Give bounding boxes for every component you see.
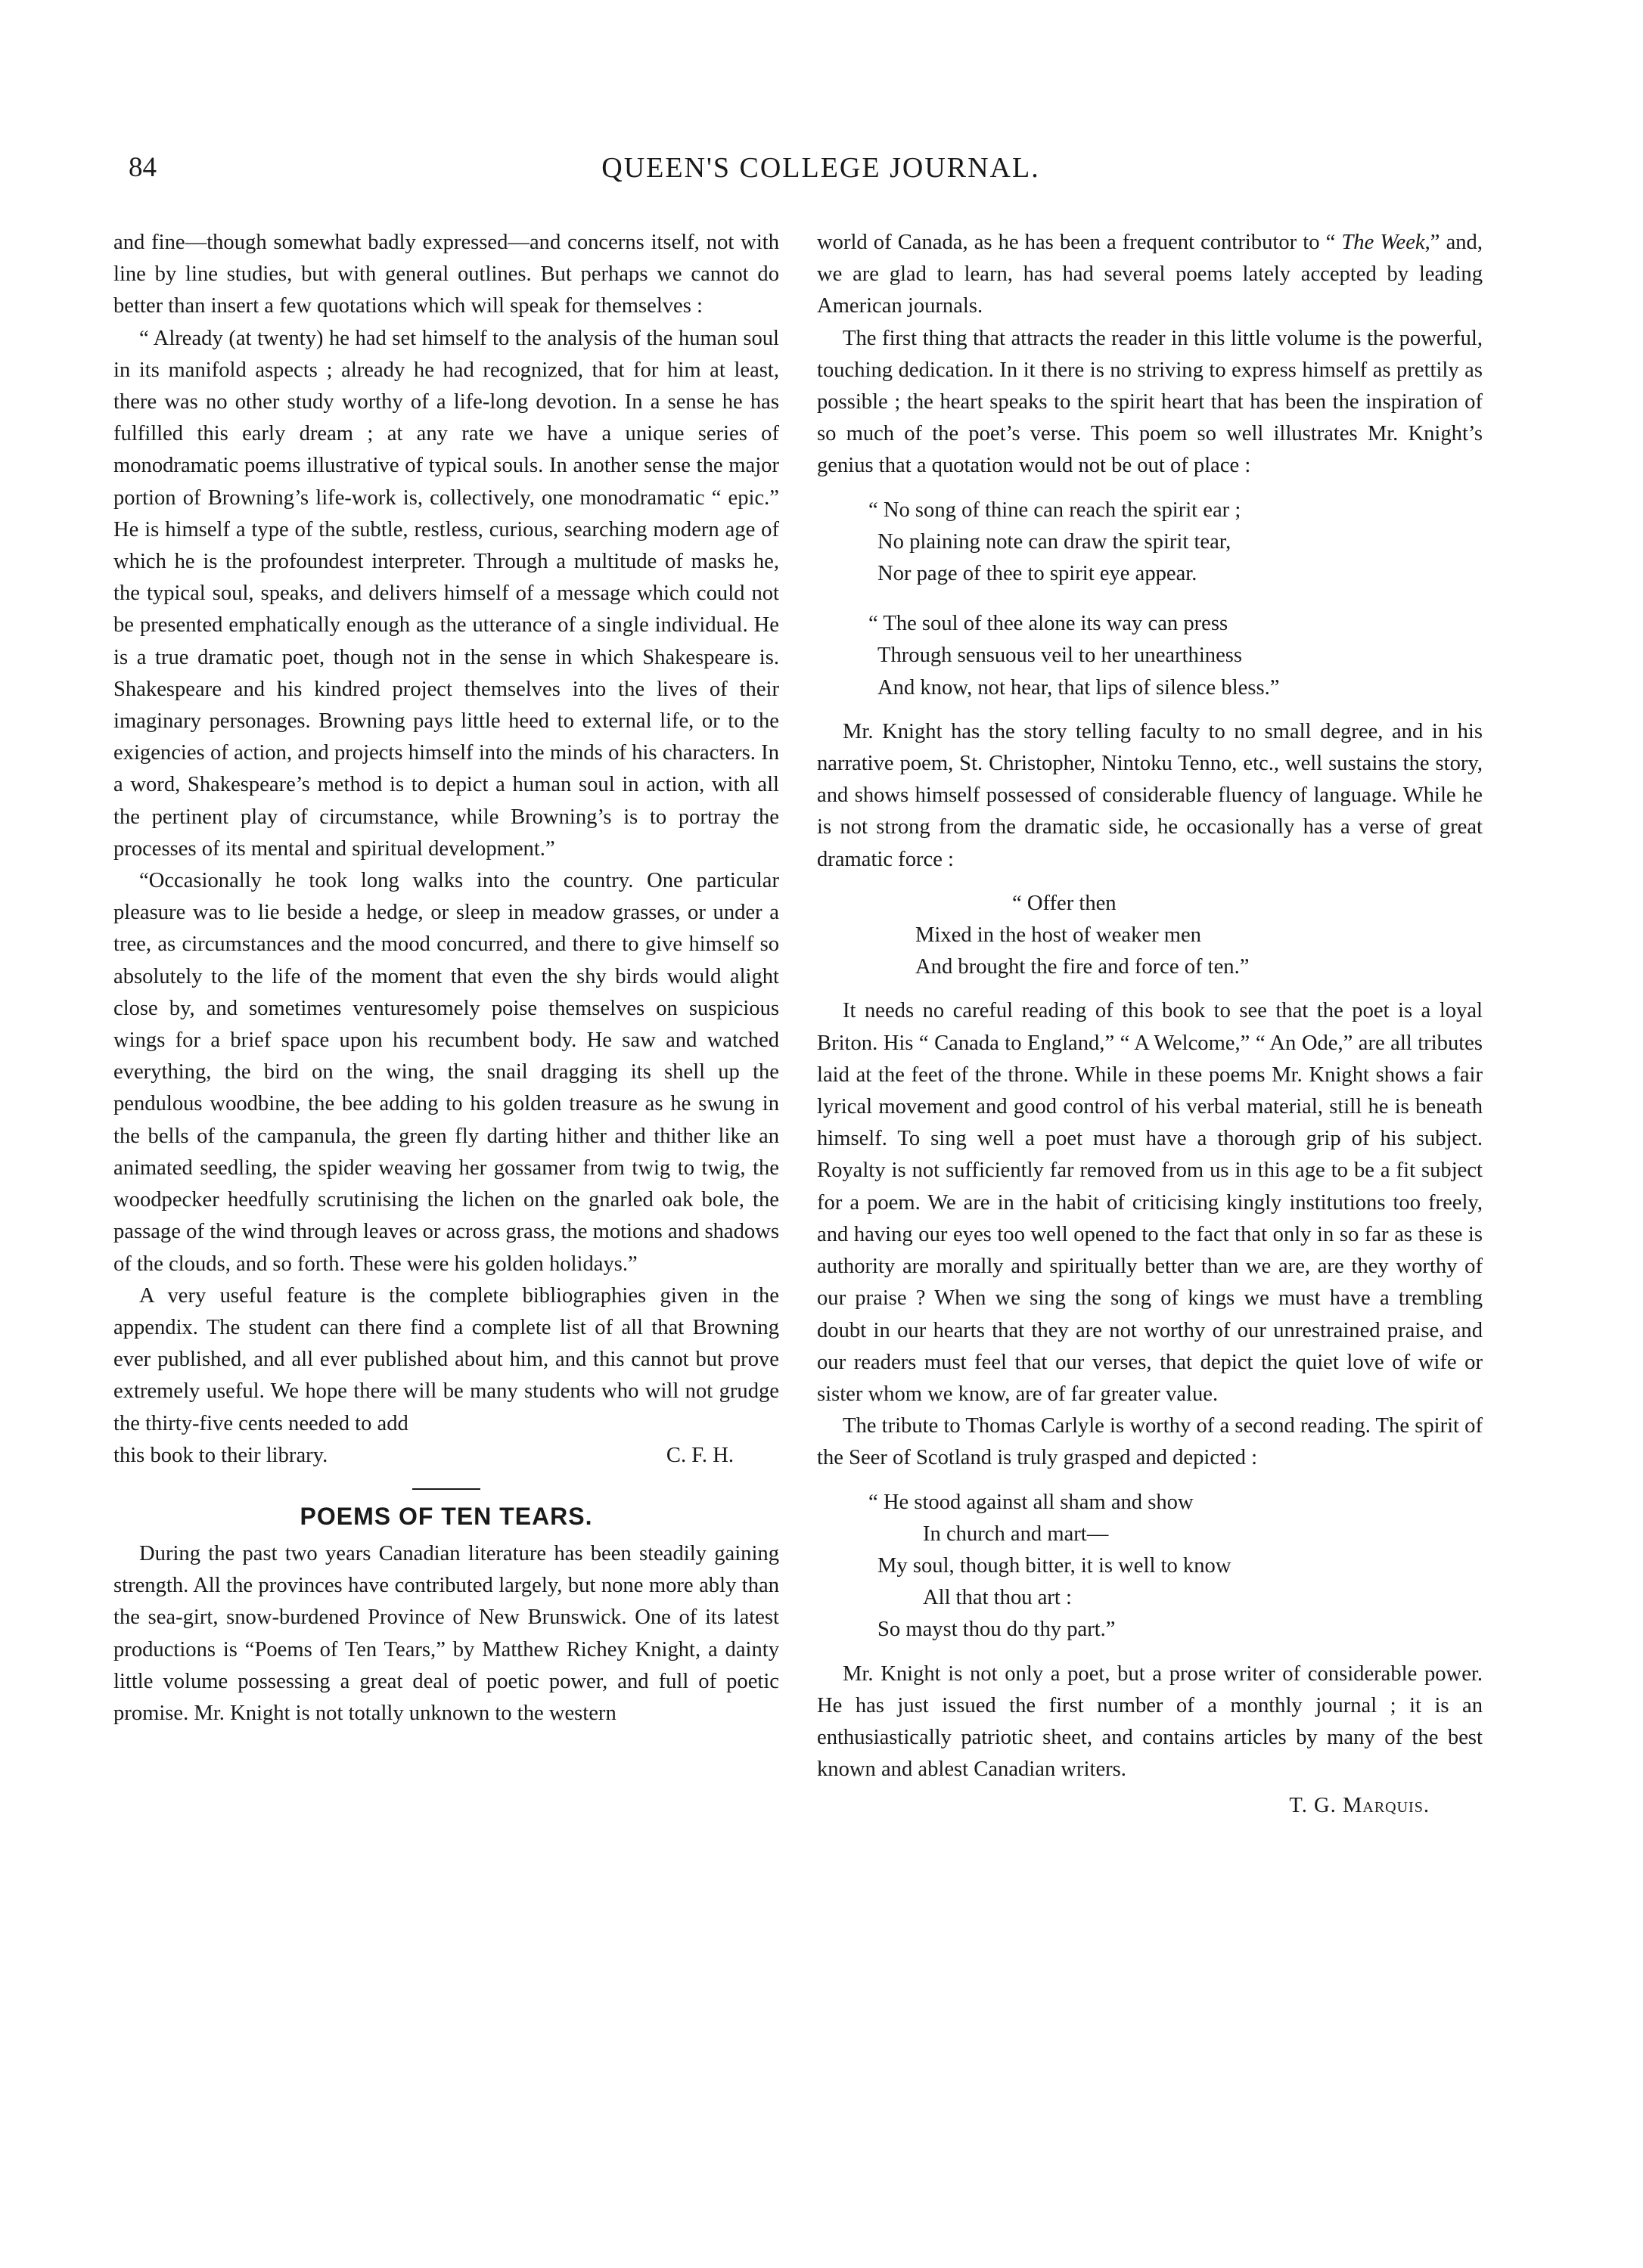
verse-line: “ No song of thine can reach the spirit ear ;: [868, 498, 1241, 522]
paragraph: During the past two years Canadian literature has been steadily gaining strength. All the provinces have contributed largely, but none more ably than the sea-girt, snow-burdened Province of New Brunswick. One of its latest productions is “Poems of Ten Tears,” by Matthew Richey Knight, a dainty little volume possessing a great deal of poetic power, and full of poetic promise. Mr. Knight is not totally unknown to the western: [113, 1541, 779, 1725]
right-column: [817, 227, 1483, 1823]
verse-line: And know, not hear, that lips of silence bless.”: [877, 675, 1280, 700]
paragraph: A very useful feature is the complete bibliographies given in the appendix. The student can there find a complete list of all that Browning ever published, and all ever published about him, and this cannot but prove extremely useful. We hope there will be many students who will not grudge the thirty-five cents needed to add: [113, 1283, 779, 1435]
paragraph: It needs no careful reading of this book to see that the poet is a loyal Briton. His “ Canada to England,” “ A Welcome,” “ An Ode,” are all tributes laid at the feet of the throne. While in these poems Mr. Knight shows a fair lyrical movement and good control of his verbal material, still he is beneath himself. To sing well a poet must have a thorough grip of his subject. Royalty is not sufficiently far removed from us in this age to be a fit subject for a poem. We are in the habit of criticising kingly institutions too freely, and having our eyes too well opened to the fact that only in so far as these is authority are morally and spiritually better than we are, are they worthy of our praise ? When we sing the song of kings we must have a trembling doubt in our hearts that they are not worthy of our unrestrained praise, and our readers must feel that our verses, that depict the quiet love of wife or sister whom we know, are of far greater value.: [817, 999, 1483, 1406]
page-header: [129, 151, 1513, 197]
verse-line: So mayst thou do thy part.”: [877, 1618, 1116, 1642]
paragraph-end: this book to their library.: [113, 1443, 328, 1467]
section-title: POEMS OF TEN TEARS.: [300, 1502, 593, 1530]
quotation-paragraph: “ Already (at twenty) he had set himself to the analysis of the human soul in its manifold aspects ; already he had recognized, that for him at least, there was no other study worthy of a life-long devotion. In a sense he has fulfilled this early dream ; at any rate we have a unique series of monodramatic poems illustrative of typical souls. In another sense the major portion of Browning’s life-work is, collectively, one monodramatic “ epic.” He is himself a type of the subtle, restless, curious, searching modern age of which he is the profoundest interpreter. Through a multitude of masks he, the typical soul, speaks, and delivers himself of a message which could not be presented emphatically enough as the utterance of a single individual. He is a true dramatic poet, though not in the sense in which Shakespeare is. Shakespeare and his kindred project themselves into the lives of their imaginary personages. Browning pays little heed to external life, or to the exigencies of action, and projects himself into the minds of his characters. In a word, Shakespeare’s method is to depict a human soul in action, with all the pertinent play of circumstance, while Browning’s is to portray the processes of its mental and spiritual development.”: [113, 326, 779, 861]
paragraph: The first thing that attracts the reader in this little volume is the powerful, touching dedication. In it there is no striving to express himself as prettily as possible ; the heart speaks to the spirit heart that has been the inspiration of so much of the poet’s verse. This poem so well illustrates Mr. Knight’s genius that a quotation would not be out of place :: [817, 326, 1483, 478]
verse-line: All that thou art :: [923, 1586, 1072, 1610]
verse-line: In church and mart—: [923, 1522, 1109, 1546]
page-number: 84: [129, 152, 157, 183]
author-byline: [817, 1790, 1483, 1822]
verse-line: No plaining note can draw the spirit tear,: [877, 529, 1231, 554]
verse-line: “ He stood against all sham and show: [868, 1490, 1194, 1514]
text-span: ,” and, we are glad to learn, has had several poems lately accepted by leading American journals.: [817, 231, 1483, 318]
paragraph: The tribute to Thomas Carlyle is worthy of a second reading. The spirit of the Seer of Scotland is truly grasped and depicted :: [817, 1414, 1483, 1470]
stanza: [868, 495, 1483, 591]
verse-line: “ Offer then: [1012, 891, 1117, 915]
paragraph: and fine—though somewhat badly expressed—and concerns itself, not with line by line studies, but with general outlines. But perhaps we cannot do better than insert a few quotations which will speak for themselves :: [113, 231, 779, 318]
paragraph: Mr. Knight is not only a poet, but a prose writer of considerable power. He has just issued the first number of a monthly journal ; it is an enthusiastically patriotic sheet, and contains articles by many of the best known and ablest Canadian writers.: [817, 1661, 1483, 1782]
verse-line: And brought the fire and force of ten.”: [915, 955, 1250, 979]
periodical-title: The Week: [1341, 231, 1425, 254]
journal-title: QUEEN'S COLLEGE JOURNAL.: [601, 152, 1040, 184]
verse-line: Mixed in the host of weaker men: [915, 923, 1201, 948]
carlyle-verse: [868, 1487, 1483, 1646]
paragraph: [817, 227, 1483, 323]
stanza: [868, 608, 1483, 704]
verse-line: Nor page of thee to spirit eye appear.: [877, 562, 1197, 586]
section-divider: [412, 1488, 480, 1490]
author-name: T. G. Marquis.: [1289, 1794, 1430, 1818]
verse-line: Through sensuous veil to her unearthiness: [877, 644, 1243, 668]
signature-initials: C. F. H.: [666, 1443, 734, 1467]
verse-line: My soul, though bitter, it is well to know: [877, 1553, 1231, 1578]
signature-line: [113, 1440, 779, 1472]
text-span: world of Canada, as he has been a frequent contributor to “: [817, 231, 1342, 254]
verse-line: “ The soul of thee alone its way can press: [868, 612, 1228, 636]
paragraph: Mr. Knight has the story telling faculty to no small degree, and in his narrative poem, St. Christopher, Nintoku Tenno, etc., well sustains the story, and shows himself possessed of considerable fluency of language. While he is not strong from the dramatic side, he occasionally has a verse of great dramatic force :: [817, 719, 1483, 871]
quotation-paragraph: “Occasionally he took long walks into the country. One particular pleasure was to lie beside a hedge, or sleep in meadow grasses, or under a tree, as circumstances and the mood concurred, and there to give himself so absolutely to the life of the moment that even the shy birds would alight close by, and sometimes venturesomely poise themselves on suspicious wings for a brief space upon his recumbent body. He saw and watched everything, the bird on the wing, the snail dragging its shell up the pendulous woodbine, the bee adding to his golden treasure as he swung in the bells of the campanula, the green fly darting hither and thither like an animated seedling, the spider weaving her gossamer from twig to twig, the woodpecker heedfully scrutinising the lichen on the gnarled oak bole, the passage of the wind through leaves or across grass, the motions and shadows of the clouds, and so forth. These were his golden holidays.”: [113, 869, 779, 1276]
left-column: [113, 227, 779, 1730]
narrative-verse: [915, 888, 1483, 984]
dedication-verse: [868, 495, 1483, 704]
